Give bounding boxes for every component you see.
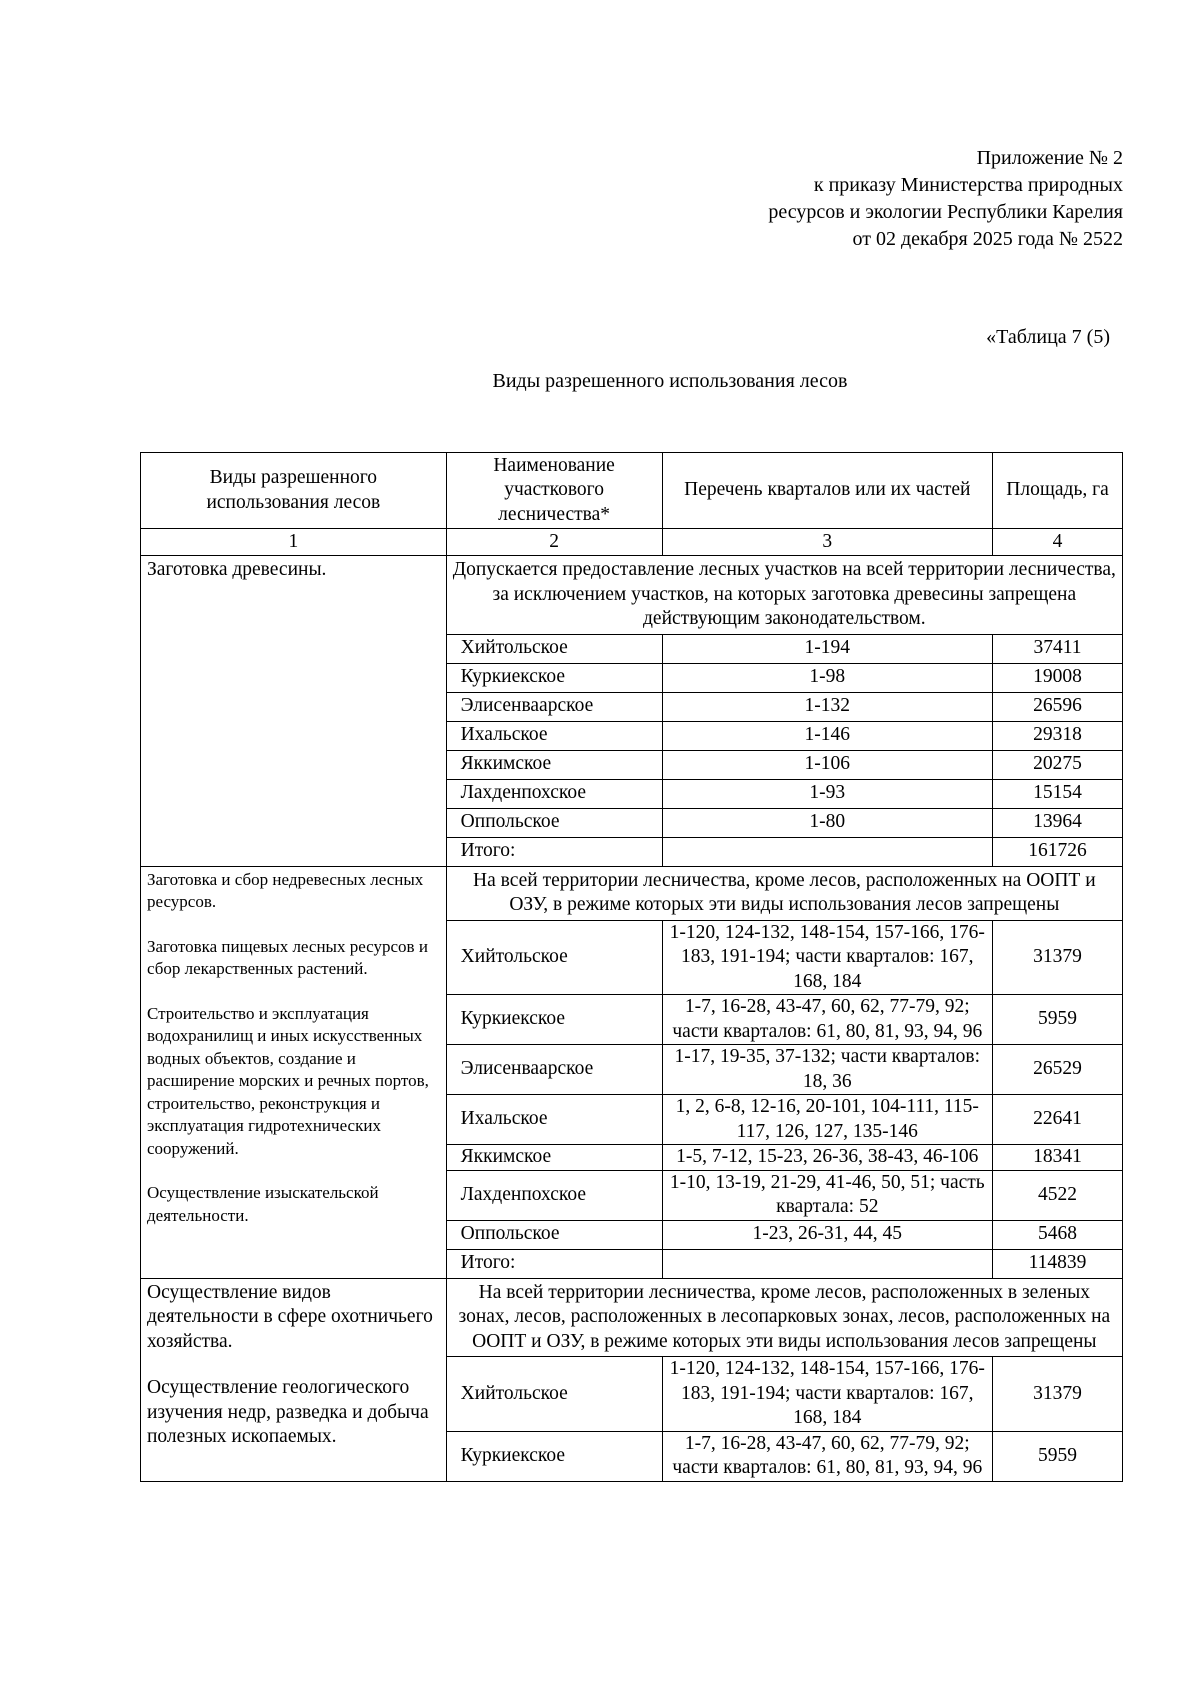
- forestry-name: Куркиекское: [446, 995, 662, 1045]
- use-kind-text: Осуществление геологического изучения недр, разведка и добыча полезных ископаемых.: [147, 1377, 429, 1447]
- forestry-name: Оппольское: [446, 808, 662, 837]
- forestry-name: Элисенваарское: [446, 1045, 662, 1095]
- column-number-row: [141, 529, 1123, 556]
- area-ha: 31379: [993, 1357, 1123, 1432]
- forestry-name: Куркиекское: [446, 663, 662, 692]
- area-ha: 31379: [993, 920, 1123, 995]
- area-ha: 22641: [993, 1095, 1123, 1145]
- forestry-name: Хийтольское: [446, 634, 662, 663]
- use-kind-text: Осуществление видов деятельности в сфере охотничьего хозяйства.: [147, 1281, 433, 1352]
- quarters-list: 1-98: [662, 663, 993, 692]
- section-note: На всей территории лесничества, кроме лесов, расположенных в зеленых зонах, лесов, расположенных в лесопарковых зонах, лесов, расположенных на ООПТ и ОЗУ, в режиме которых эти виды использования лесов запрещены: [446, 1278, 1122, 1357]
- area-ha: 161726: [993, 837, 1123, 866]
- header-cell: Площадь, га: [993, 453, 1123, 529]
- quarters-list: 1-146: [662, 721, 993, 750]
- header-cell: Перечень кварталов или их частей: [662, 453, 993, 529]
- appendix-line: Приложение № 2: [976, 147, 1123, 169]
- quarters-list: [662, 1249, 993, 1278]
- forestry-name: Элисенваарское: [446, 692, 662, 721]
- section-note-row: [141, 866, 1123, 920]
- appendix-line: ресурсов и экологии Республики Карелия: [768, 201, 1123, 223]
- area-ha: 20275: [993, 750, 1123, 779]
- forestry-name: Хийтольское: [446, 920, 662, 995]
- table-header-row: [141, 453, 1123, 529]
- area-ha: 37411: [993, 634, 1123, 663]
- quarters-list: 1-120, 124-132, 148-154, 157-166, 176-183, 191-194; части кварталов: 167, 168, 184: [662, 1357, 993, 1432]
- area-ha: 5959: [993, 995, 1123, 1045]
- column-number: 1: [141, 529, 447, 556]
- quarters-list: 1-7, 16-28, 43-47, 60, 62, 77-79, 92; части кварталов: 61, 80, 81, 93, 94, 96: [662, 995, 993, 1045]
- quarters-list: 1-93: [662, 779, 993, 808]
- table-reference: «Таблица 7 (5): [986, 326, 1110, 348]
- use-kind-text: Заготовка древесины.: [147, 559, 327, 580]
- quarters-list: 1-5, 7-12, 15-23, 26-36, 38-43, 46-106: [662, 1145, 993, 1171]
- quarters-list: 1-7, 16-28, 43-47, 60, 62, 77-79, 92; части кварталов: 61, 80, 81, 93, 94, 96: [662, 1431, 993, 1481]
- appendix-line: от 02 декабря 2025 года № 2522: [852, 228, 1123, 250]
- column-number: 4: [993, 529, 1123, 556]
- forestry-name: Ихальское: [446, 721, 662, 750]
- appendix-header: [768, 145, 1123, 253]
- quarters-list: 1-23, 26-31, 44, 45: [662, 1220, 993, 1249]
- use-kind-cell: [141, 556, 447, 867]
- area-ha: 4522: [993, 1170, 1123, 1220]
- quarters-list: 1-80: [662, 808, 993, 837]
- quarters-list: 1-194: [662, 634, 993, 663]
- quarters-list: [662, 837, 993, 866]
- area-ha: 26529: [993, 1045, 1123, 1095]
- column-number: 2: [446, 529, 662, 556]
- area-ha: 15154: [993, 779, 1123, 808]
- column-number: 3: [662, 529, 993, 556]
- forestry-name: Ихальское: [446, 1095, 662, 1145]
- quarters-list: 1-106: [662, 750, 993, 779]
- forestry-name: Хийтольское: [446, 1357, 662, 1432]
- use-kind-text: Осуществление изыскательской деятельности.: [147, 1183, 379, 1225]
- quarters-list: 1-120, 124-132, 148-154, 157-166, 176-183, 191-194; части кварталов: 167, 168, 184: [662, 920, 993, 995]
- forestry-name: Оппольское: [446, 1220, 662, 1249]
- document-title: Виды разрешенного использования лесов: [492, 370, 848, 392]
- use-kind-text: Строительство и эксплуатация водохранилищ и иных искусственных водных объектов, создание и расширение морских и речных портов, строительство, реконструкция и эксплуатация гидротехнических сооружений.: [147, 1003, 429, 1158]
- section-note: Допускается предоставление лесных участков на всей территории лесничества, за исключением участков, на которых заготовка древесины запрещена действующим законодательством.: [446, 556, 1122, 635]
- forestry-name: Итого:: [446, 837, 662, 866]
- forestry-name: Лахденпохское: [446, 779, 662, 808]
- section-note-row: [141, 1278, 1123, 1357]
- area-ha: 18341: [993, 1145, 1123, 1171]
- forestry-name: Куркиекское: [446, 1431, 662, 1481]
- area-ha: 19008: [993, 663, 1123, 692]
- forest-use-table: [140, 452, 1123, 1482]
- use-kind-cell: [141, 866, 447, 1278]
- quarters-list: 1, 2, 6-8, 12-16, 20-101, 104-111, 115-117, 126, 127, 135-146: [662, 1095, 993, 1145]
- area-ha: 13964: [993, 808, 1123, 837]
- area-ha: 5468: [993, 1220, 1123, 1249]
- section-note: На всей территории лесничества, кроме лесов, расположенных на ООПТ и ОЗУ, в режиме которых эти виды использования лесов запрещены: [446, 866, 1122, 920]
- section-note-row: [141, 556, 1123, 635]
- header-cell: Виды разрешенного использования лесов: [141, 453, 447, 529]
- quarters-list: 1-10, 13-19, 21-29, 41-46, 50, 51; часть квартала: 52: [662, 1170, 993, 1220]
- area-ha: 114839: [993, 1249, 1123, 1278]
- use-kind-text: Заготовка пищевых лесных ресурсов и сбор лекарственных растений.: [147, 936, 428, 978]
- forestry-name: Итого:: [446, 1249, 662, 1278]
- appendix-line: к приказу Министерства природных: [813, 174, 1123, 196]
- quarters-list: 1-17, 19-35, 37-132; части кварталов: 18, 36: [662, 1045, 993, 1095]
- area-ha: 5959: [993, 1431, 1123, 1481]
- use-kind-text: Заготовка и сбор недревесных лесных ресурсов.: [147, 869, 424, 911]
- area-ha: 26596: [993, 692, 1123, 721]
- header-cell: Наименование участкового лесничества*: [446, 453, 662, 529]
- area-ha: 29318: [993, 721, 1123, 750]
- forestry-name: Яккимское: [446, 750, 662, 779]
- forestry-name: Яккимское: [446, 1145, 662, 1171]
- use-kind-cell: [141, 1278, 447, 1481]
- quarters-list: 1-132: [662, 692, 993, 721]
- forestry-name: Лахденпохское: [446, 1170, 662, 1220]
